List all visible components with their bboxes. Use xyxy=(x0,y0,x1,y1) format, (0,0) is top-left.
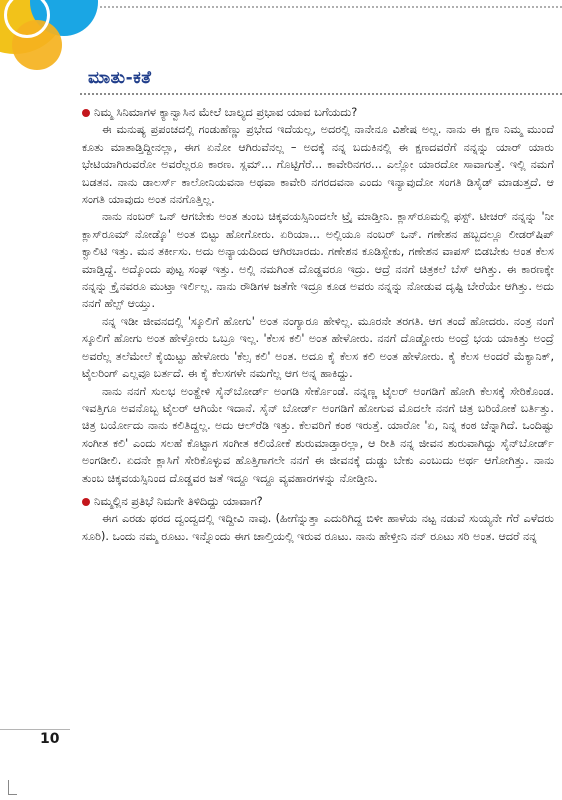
title-divider xyxy=(80,93,562,95)
question-1-text: ನಿಮ್ಮ ಸಿನಿಮಾಗಳ ಕ್ಯಾನ್ವಾಸಿನ ಮೇಲೆ ಬಾಲ್ಯದ ಪ್ರಭಾವ ಯಾವ ಬಗೆಯದು? xyxy=(94,105,358,119)
header-dotted-rule xyxy=(100,6,562,8)
page-number-rule xyxy=(0,729,70,730)
section-title: ಮಾತು-ಕತೆ xyxy=(88,68,152,88)
answer-paragraph-5: ಈಗ ಎರಡು ಥರದ ದ್ವಂದ್ವದಲ್ಲಿ ಇದ್ದೀವಿ ನಾವು. (ಹೀಗೆನ್ನುತ್ತಾ ಎದುರಿಗಿದ್ದ ಬಿಳೀ ಹಾಳೆಯ ನಟ್ಟ ನಡುವೆ ಸುಯ್ಯನೇ ಗೆರೆ ಎಳೆದರು ಸೂರಿ). ಒಂದು ನಮ್ಮ ರೂಟು. ಇನ್ನೊಂದು ಈಗ ಚಾಲ್ತಿಯಲ್ಲಿ ಇರುವ ರೂಟು. ನಾನು ಹೇಳ್ತೀನಿ ನನ್ ರೂಟು ಸರಿ ಅಂತ. ಆದರೆ ನನ್ನ xyxy=(82,512,554,543)
question-2 xyxy=(82,493,554,510)
crop-mark xyxy=(8,780,17,795)
answer-paragraph-4: ನಾನು ನನಗೆ ಸುಲಭ ಅಂತ್ಹೇಳಿ ಸೈನ್‌ಬೋರ್ಡ್ ಅಂಗಡಿ ಸೇರ್ಕೊಂಡೆ. ನನ್ನಣ್ಣ ಟೈಲರ್ ಅಂಗಡಿಗೆ ಹೋಗಿ ಕೆಲಸಕ್ಕೆ ಸೇರಿಕೊಂಡ. ಇವತ್ತಿಗೂ ಅವನೊಬ್ಬ ಟೈಲರ್ ಆಗಿಯೇ ಇದಾನೆ. ಸೈನ್ ಬೋರ್ಡ್ ಅಂಗಡಿಗೆ ಹೋಗುವ ಮೊದಲೇ ನನಗೆ ಚಿತ್ರ ಬರಿಯೋಕೆ ಬರ್ತಿತ್ತು. ಚಿತ್ರ ಬರ್ಯೋದು ನಾನು ಕಲಿತಿದ್ದಲ್ಲ. ಅದು ಆಲ್‌ರೆಡಿ ಇತ್ತು. ಕೆಲವರಿಗೆ ಕಂಠ ಇರುತ್ತೆ. ಯಾರೋ 'ಏ, ನಿನ್ನ ಕಂಠ ಚೆನ್ನಾಗಿದೆ. ಒಂದಿಷ್ಟು ಸಂಗೀತ ಕಲಿ' ಎಂದು ಸಲಹೆ ಕೊಟ್ಟಾಗ ಸಂಗೀತ ಕಲಿಯೋಕೆ ಶುರುಮಾಡ್ತಾರಲ್ಲಾ, ಆ ರೀತಿ ನನ್ನ ಜೀವನ ಶುರುವಾಗಿದ್ದು ಸೈನ್‌ಬೋರ್ಡ್ ಅಂಗಡೀಲಿ. ಏದನೇ ಕ್ಲಾಸಿಗೆ ಸೇರಿಕೊಳ್ಳುವ ಹೊತ್ತಿಗಾಗಲೇ ನನಗೆ ಈ ಜೀವನಕ್ಕೆ ದುಡ್ಡು ಬೇಕು ಎಂಬುದು ಅರ್ಥ ಆಗೋಗಿತ್ತು. ನಾನು ತುಂಬ ಚಿಕ್ಕವಯಸ್ಸಿನಿಂದ ದೊಡ್ಡವರ ಜತೆ ಇದ್ದೂ ಇದ್ದೂ ವ್ಯವಹಾರಗಳನ್ನು ನೋಡ್ತೀನಿ. xyxy=(82,384,554,485)
article-body xyxy=(82,104,554,545)
page-number: 10 xyxy=(40,731,60,747)
answer-paragraph-3: ನನ್ನ ಇಡೀ ಜೀವನದಲ್ಲಿ 'ಸ್ಕೂಲಿಗೆ ಹೋಗು' ಅಂತ ನಂಗ್ಯಾರೂ ಹೇಳಿಲ್ಲ. ಮೂರನೇ ತರಗತಿ. ಆಗ ತಂದೆ ಹೋದರು. ನಂತ್ರ ನಂಗೆ ಸ್ಕೂಲಿಗೆ ಹೋಗು ಅಂತ ಹೇಳ್ತೋರು ಒಬ್ರೂ ಇಲ್ಲ. 'ಕೆಲಸ ಕಲಿ' ಅಂತ ಹೇಳೋರು. ನನಗೆ ದೊಡ್ಡೋರು ಅಂದ್ರೆ ಭಯ ಯಾಕಿತ್ತು ಅಂದ್ರೆ ಅವರೆಲ್ಲ ತಲೆಮೇಲೆ ಕೈಯಿಟ್ಟು ಹೇಳೋರು 'ಕೆಲ್ಸ ಕಲಿ' ಅಂತ. ಅದೂ ಕೈ ಕೆಲಸ ಕಲಿ ಅಂತ ಹೇಳೋರು. ಕೈ ಕೆಲಸ ಅಂದರೆ ಮೆಕ್ಯಾನಿಕ್, ಟೈಲರಿಂಗ್ ಎಲ್ಲವೂ ಬರ್ತದೆ. ಈ ಕೈ ಕೆಲಸಗಳೇ ನಮಗೆಲ್ಲ ಆಗ ಅನ್ನ ಹಾಕಿದ್ದು. xyxy=(82,314,554,381)
red-bullet-icon xyxy=(82,498,90,506)
question-2-text: ನಿಮ್ಮಲ್ಲಿನ ಪ್ರತಿಭೆ ನಿಮಗೇ ತಿಳಿದಿದ್ದು ಯಾವಾಗ? xyxy=(94,493,263,508)
answer-paragraph-1: ಈ ಮನುಷ್ಯ ಪ್ರಪಂಚದಲ್ಲಿ ಗಂಡುಹೆಣ್ಣು ಪ್ರಭೇದ ಇದೆಯಲ್ಲ, ಅದರಲ್ಲಿ ನಾನೇನೂ ವಿಶೇಷ ಅಲ್ಲ. ನಾನು ಈ ಕ್ಷಣ ನಿಮ್ಮ ಮುಂದೆ ಕೂತು ಮಾತಾಡ್ತಿದ್ದೀನಲ್ಲಾ, ಈಗ ಏನೋ ಆಗಿರುವೆನಲ್ಲ – ಅದಕ್ಕೆ ನನ್ನ ಬದುಕಿನಲ್ಲಿ ಈ ಕ್ಷಣದವರೆಗೆ ನನ್ನನ್ನು ಯಾರ್ ಯಾರು ಭೇಟಿಯಾಗಿರುವರೋ ಅವರೆಲ್ಲರೂ ಕಾರಣ. ಸ್ಲಮ್... ಗೊಟ್ಟಿಗೆರೆ... ಕಾವೇರಿನಗರ... ಎಲ್ಲೋ ಯಾರದೋ ಸಾವಾಗುತ್ತೆ. ಇಲ್ಲಿ ನಮಗೆ ಬಡತನ. ನಾನು ಡಾಲರ್ಸ್ ಕಾಲೋನಿಯವನಾ ಅಥವಾ ಕಾವೇರಿ ನಗರದವನಾ ಎಂದು ಇನ್ಯಾವುದೋ ಸಂಗತಿ ಡಿಸೈಡ್ ಮಾಡುತ್ತದೆ. ಆ ಸಂಗತಿ ಯಾವುದು ಅಂತ ನನಗೊತ್ತಿಲ್ಲ. xyxy=(82,123,554,207)
red-bullet-icon xyxy=(82,109,90,117)
question-1 xyxy=(82,104,554,121)
answer-paragraph-2: ನಾನು ನಂಬರ್ ಒನ್ ಆಗಬೇಕು ಅಂತ ತುಂಬ ಚಿಕ್ಕವಯಸ್ಸಿನಿಂದಲೇ ಟ್ರೈ ಮಾಡ್ತೀನಿ. ಕ್ಲಾಸ್‌ರೂಮಲ್ಲಿ ಫಸ್ಟ್. ಟೀಚರ್ ನನ್ನನ್ನು 'ನೀ ಕ್ಲಾಸ್‌ರೂಮ್ ನೋಡ್ಕೊ' ಅಂತ ಬಿಟ್ಟು ಹೋಗೋರು. ಏರಿಯಾ... ಅಲ್ಲಿಯೂ ನಂಬರ್ ಒನ್. ಗಣೇಶನ ಹಬ್ಬದಲ್ಲೂ ಲೀಡರ್‌ಷಿಪ್ ಕ್ವಾಲಿಟಿ ಇತ್ತು. ಮನ ತರ್ಕೀಸು. ಅದು ಅನ್ಯಾಯದಿಂದ ಆಗಿರಬಾರದು. ಗಣೇಶನ ಕೂಡಿಸ್ಬೇಕು, ಗಣೇಶನ ವಾಪಸ್ ಬಿಡಬೇಕು ಅಂತ ಕೆಲಸ ಮಾಡ್ತಿದ್ದೆ. ಅದ್ಕೊಂದು ಪುಟ್ಟ ಸಂಘ ಇತ್ತು. ಅಲ್ಲಿ ನಮಗಿಂತ ದೊಡ್ಡವರೂ ಇದ್ರು. ಆದ್ರೆ ನನಗೆ ಚಿತ್ರಕಲೆ ಬೆಸ್ ಆಗಿತ್ತು. ಈ ಕಾರಣಕ್ಕೇ ನನ್ನನ್ನು ಕ್ರೈನವರೂ ಮುಟ್ತಾ ಇರ್ಲಿಲ್ಲ. ನಾನು ರೌಡಿಗಳ ಜತೆಗೇ ಇದ್ರೂ ಕೂಡ ಅವರು ನನ್ನನ್ನು ನೋಡುವ ದೃಷ್ಟಿ ಬೇರೆಯೇ ಆಗಿತ್ತು. ಅದು ನನಗೆ ಹೆಲ್ಪ್ ಆಯ್ತು. xyxy=(82,210,554,311)
